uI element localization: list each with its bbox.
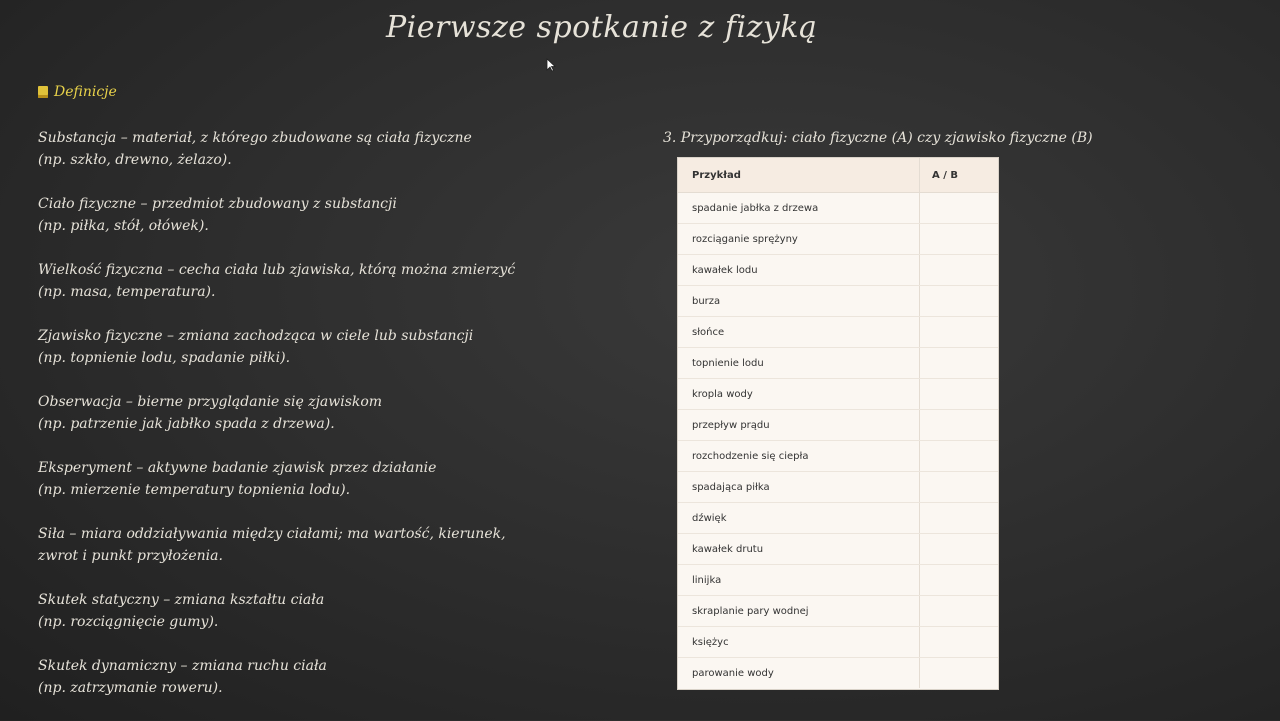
answer-cell[interactable] — [920, 224, 999, 255]
column-header-answer: A / B — [920, 158, 999, 193]
table-row — [678, 255, 998, 286]
table-row — [678, 503, 998, 534]
answer-cell[interactable] — [920, 441, 999, 472]
answer-cell[interactable] — [920, 286, 999, 317]
example-cell: parowanie wody — [692, 667, 774, 679]
table-row — [678, 441, 998, 472]
answer-cell[interactable] — [920, 658, 999, 689]
example-cell: kropla wody — [678, 379, 920, 410]
example-cell: dźwięk — [678, 503, 920, 534]
definition-example: (np. zatrzymanie roweru). — [38, 680, 223, 696]
answer-cell[interactable] — [920, 565, 999, 596]
answer-cell[interactable] — [920, 503, 999, 534]
section-heading — [38, 84, 117, 100]
answer-cell[interactable] — [920, 534, 999, 565]
definition-text: Wielkość fizyczna – cecha ciała lub zjawiska, którą można zmierzyć — [38, 262, 516, 278]
answer-cell[interactable] — [920, 596, 999, 627]
table-row — [678, 658, 998, 689]
definition-example: (np. mierzenie temperatury topnienia lodu). — [38, 482, 351, 498]
example-cell: rozciąganie sprężyny — [678, 224, 920, 255]
table-row — [678, 472, 998, 503]
example-cell: topnienie lodu — [678, 348, 920, 379]
definitions-list — [38, 127, 598, 721]
table-row — [678, 596, 998, 627]
table-row — [678, 534, 998, 565]
definition-item — [38, 589, 598, 633]
definition-item — [38, 457, 598, 501]
table-row — [678, 627, 998, 658]
mouse-cursor-icon — [546, 58, 556, 72]
definition-text: Skutek dynamiczny – zmiana ruchu ciała — [38, 658, 327, 674]
example-cell: rozchodzenie się ciepła — [678, 441, 920, 472]
table-header-row — [678, 158, 998, 193]
table-row — [678, 348, 998, 379]
definition-example: (np. masa, temperatura). — [38, 284, 216, 300]
answer-cell[interactable] — [920, 255, 999, 286]
table-row — [678, 286, 998, 317]
definition-item — [38, 655, 598, 699]
task-instruction: 3. Przyporządkuj: ciało fizyczne (A) czy zjawisko fizyczne (B) — [663, 130, 1093, 146]
section-label: Definicje — [54, 84, 117, 100]
definition-item — [38, 391, 598, 435]
table-row — [678, 224, 998, 255]
example-cell: spadająca piłka — [678, 472, 920, 503]
definition-text: Zjawisko fizyczne – zmiana zachodząca w ciele lub substancji — [38, 328, 474, 344]
definition-text: Eksperyment – aktywne badanie zjawisk przez działanie — [38, 460, 437, 476]
definition-example: (np. piłka, stół, ołówek). — [38, 218, 209, 234]
example-cell: kawałek lodu — [678, 255, 920, 286]
definition-example: (np. topnienie lodu, spadanie piłki). — [38, 350, 291, 366]
definition-example: (np. szkło, drewno, żelazo). — [38, 152, 232, 168]
answer-cell[interactable] — [920, 193, 999, 224]
answer-cell[interactable] — [920, 379, 999, 410]
definition-item — [38, 193, 598, 237]
answer-cell[interactable] — [920, 627, 999, 658]
book-icon — [38, 86, 48, 98]
definition-example: (np. rozciągnięcie gumy). — [38, 614, 219, 630]
table-row — [678, 193, 998, 224]
example-cell: słońce — [678, 317, 920, 348]
page-title: Pierwsze spotkanie z fizyką — [386, 10, 818, 45]
example-cell: przepływ prądu — [678, 410, 920, 441]
definition-text: Skutek statyczny – zmiana kształtu ciała — [38, 592, 325, 608]
definition-item — [38, 523, 598, 567]
assignment-table — [678, 158, 998, 689]
definition-item — [38, 325, 598, 369]
example-cell: burza — [678, 286, 920, 317]
table-row — [678, 379, 998, 410]
example-cell: skraplanie pary wodnej — [678, 596, 920, 627]
answer-cell[interactable] — [920, 317, 999, 348]
answer-cell[interactable] — [920, 472, 999, 503]
definition-example: zwrot i punkt przyłożenia. — [38, 548, 223, 564]
answer-cell[interactable] — [920, 348, 999, 379]
table-row — [678, 317, 998, 348]
definition-example: (np. patrzenie jak jabłko spada z drzewa). — [38, 416, 335, 432]
definition-item — [38, 127, 598, 171]
definition-text: Substancja – materiał, z którego zbudowane są ciała fizyczne — [38, 130, 472, 146]
table-row — [678, 565, 998, 596]
table-row — [678, 410, 998, 441]
example-cell: spadanie jabłka z drzewa — [678, 193, 920, 224]
definition-text: Obserwacja – bierne przyglądanie się zjawiskom — [38, 394, 383, 410]
definition-item — [38, 259, 598, 303]
column-header-example: Przykład — [678, 158, 920, 193]
definition-text: Siła – miara oddziaływania między ciałami; ma wartość, kierunek, — [38, 526, 506, 542]
example-cell: linijka — [678, 565, 920, 596]
example-cell: kawałek drutu — [678, 534, 920, 565]
definition-text: Ciało fizyczne – przedmiot zbudowany z substancji — [38, 196, 397, 212]
answer-cell[interactable] — [920, 410, 999, 441]
example-cell: księżyc — [678, 627, 920, 658]
